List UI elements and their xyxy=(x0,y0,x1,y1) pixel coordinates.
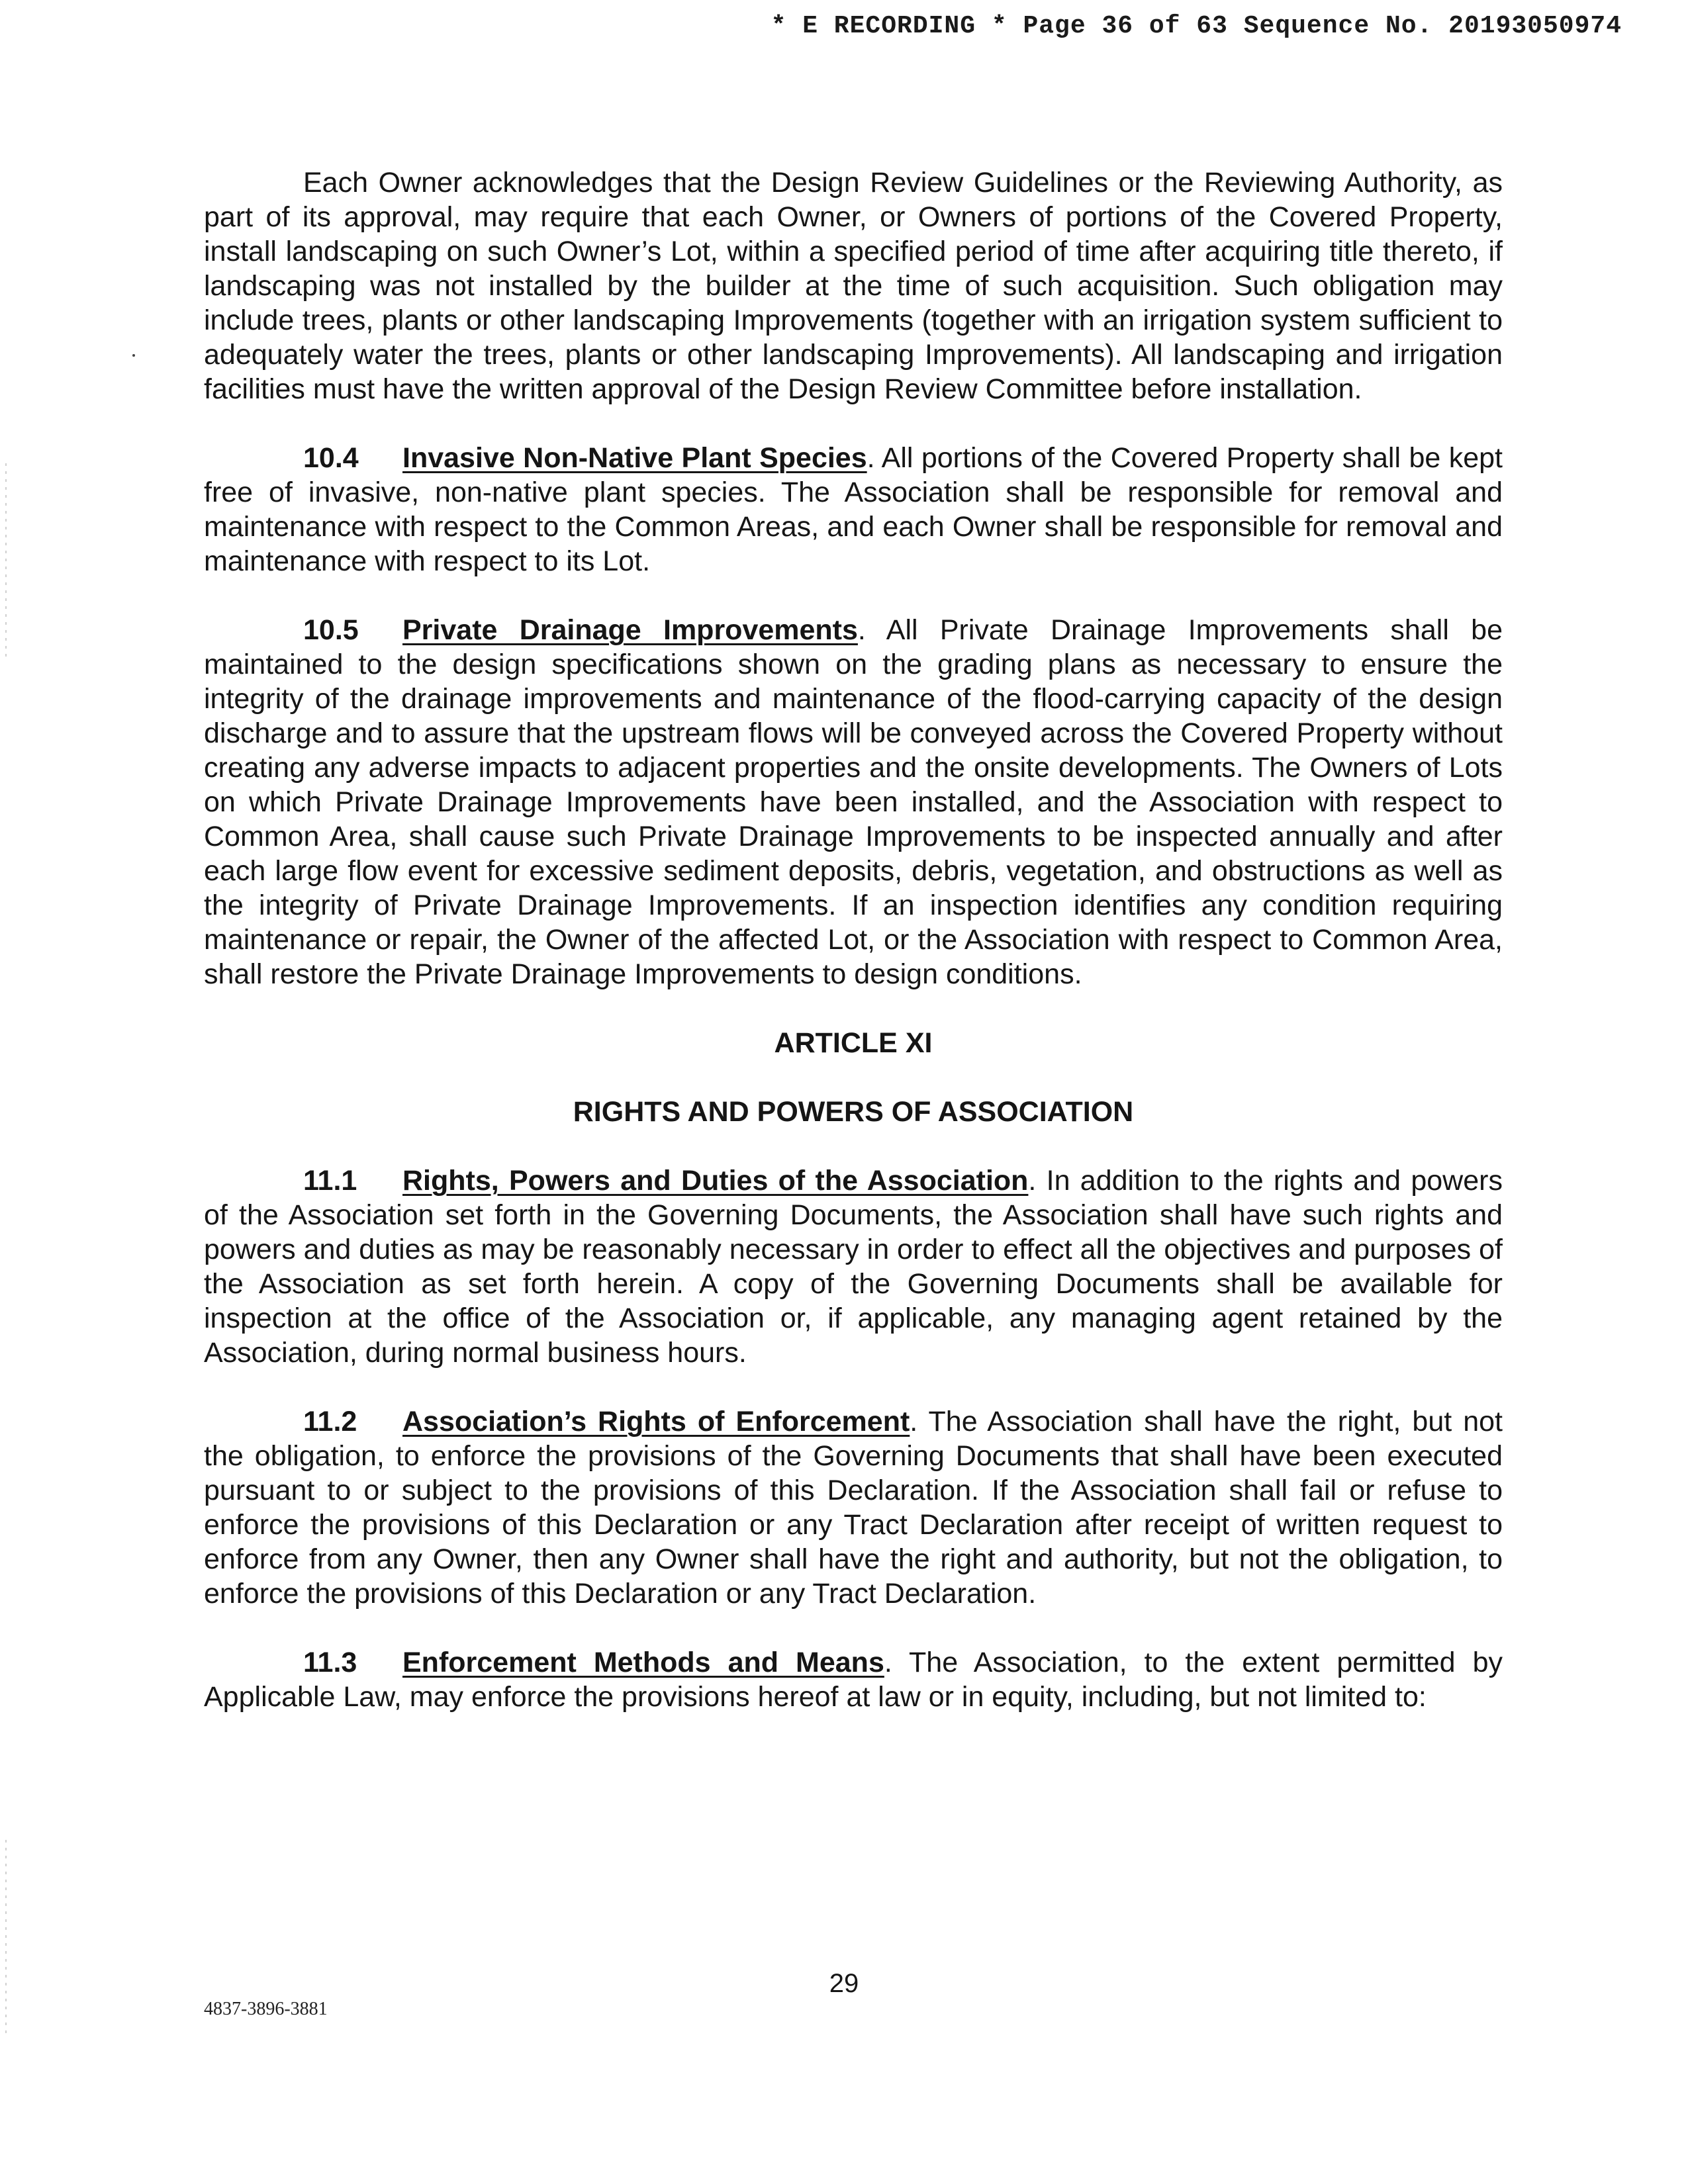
section-11-3: 11.3 Enforcement Methods and Means. The Association, to the extent permitted by Applicable Law, may enforce the provisions hereof at law or in equity, including, but not limited to: xyxy=(204,1647,1503,1713)
landscaping-paragraph: Each Owner acknowledges that the Design Review Guidelines or the Reviewing Authority, as part of its approval, may require that each Owner, or Owners of portions of the Covered Property, install landscaping on such Owner’s Lot, within a specified period of time after acquiring title thereto, if landscaping was not installed by the builder at the time of such acquisition. Such obligation may include trees, plants or other landscaping Improvements (together with an irrigation system sufficient to adequately water the trees, plants or other landscaping Improvements). All landscaping and irrigation facilities must have the written approval of the Design Review Committee before installation. xyxy=(204,167,1503,405)
page-number: 29 xyxy=(829,1969,859,1998)
section-title: Enforcement Methods and Means xyxy=(402,1647,884,1678)
margin-speck xyxy=(132,354,135,357)
section-title: Association’s Rights of Enforcement xyxy=(402,1406,910,1437)
section-11-2: 11.2 Association’s Rights of Enforcement. The Association shall have the right, but not the obligation, to enforce the provisions of the Governing Documents that shall have been executed pursuant to or subject to the provisions of this Declaration. If the Association shall fail or refuse to enforce the provisions of this Declaration or any Tract Declaration after receipt of written request to enforce from any Owner, then any Owner shall have the right and authority, but not the obligation, to enforce the provisions of this Declaration or any Tract Declaration. xyxy=(204,1406,1503,1610)
section-number: 11.3 xyxy=(303,1647,357,1678)
section-title: Invasive Non-Native Plant Species xyxy=(402,442,867,474)
section-10-5: 10.5 Private Drainage Improvements. All Private Drainage Improvements shall be maintained to the design specifications shown on the grading plans as necessary to ensure the integrity of the drainage improvements and maintenance of the flood-carrying capacity of the design discharge and to assure that the upstream flows will be conveyed across the Covered Property without creating any adverse impacts to adjacent properties and the onsite developments. The Owners of Lots on which Private Drainage Improvements have been installed, and the Association with respect to Common Area, shall cause such Private Drainage Improvements to be inspected annually and after each large flow event for excessive sediment deposits, debris, vegetation, and obstructions as well as the integrity of Private Drainage Improvements. If an inspection identifies any condition requiring maintenance or repair, the Owner of the affected Lot, or the Association with respect to Common Area, shall restore the Private Drainage Improvements to design conditions. xyxy=(204,614,1503,990)
section-number: 11.2 xyxy=(303,1406,357,1437)
section-body: In addition to the rights and powers of the Association set forth in the Governing Documents, the Association shall have such rights and powers and duties as may be reasonably necessary in order to effect all the objectives and purposes of the Association as set forth herein. A copy of the Governing Documents shall be available for inspection at the office of the Association or, if applicable, any managing agent retained by the Association, during normal business hours. xyxy=(204,1165,1503,1369)
section-body: All Private Drainage Improvements shall be maintained to the design specifications shown on the grading plans as necessary to ensure the integrity of the drainage improvements and maintenance of the flood-carrying capacity of the design discharge and to assure that the upstream flows will be conveyed across the Covered Property without creating any adverse impacts to adjacent properties and the onsite developments. The Owners of Lots on which Private Drainage Improvements have been installed, and the Association with respect to Common Area, shall cause such Private Drainage Improvements to be inspected annually and after each large flow event for excessive sediment deposits, debris, vegetation, and obstructions as well as the integrity of Private Drainage Improvements. If an inspection identifies any condition requiring maintenance or repair, the Owner of the affected Lot, or the Association with respect to Common Area, shall restore the Private Drainage Improvements to design conditions. xyxy=(204,614,1503,990)
section-10-4: 10.4 Invasive Non-Native Plant Species. All portions of the Covered Property shall be kept free of invasive, non-native plant species. The Association shall be responsible for removal and maintenance with respect to the Common Areas, and each Owner shall be responsible for removal and maintenance with respect to its Lot. xyxy=(204,442,1503,577)
section-title: Private Drainage Improvements xyxy=(402,614,858,646)
recording-header-stamp: * E RECORDING * Page 36 of 63 Sequence No. 20193050974 xyxy=(771,12,1622,40)
section-title: Rights, Powers and Duties of the Association xyxy=(402,1165,1029,1197)
section-number: 10.4 xyxy=(303,442,359,474)
section-number: 10.5 xyxy=(303,614,359,646)
scan-edge-marks-bottom xyxy=(5,1840,7,2038)
article-label: ARTICLE XI xyxy=(774,1027,933,1059)
article-title: RIGHTS AND POWERS OF ASSOCIATION xyxy=(573,1096,1134,1128)
scan-edge-marks-top xyxy=(5,463,7,662)
section-body: All portions of the Covered Property shall be kept free of invasive, non-native plant species. The Association shall be responsible for removal and maintenance with respect to the Common Areas, and each Owner shall be responsible for removal and maintenance with respect to its Lot. xyxy=(204,442,1503,577)
document-body xyxy=(204,165,1503,1749)
section-11-1: 11.1 Rights, Powers and Duties of the Association. In addition to the rights and powers of the Association set forth in the Governing Documents, the Association shall have such rights and powers and duties as may be reasonably necessary in order to effect all the objectives and purposes of the Association as set forth herein. A copy of the Governing Documents shall be available for inspection at the office of the Association or, if applicable, any managing agent retained by the Association, during normal business hours. xyxy=(204,1165,1503,1369)
document-id: 4837-3896-3881 xyxy=(204,1999,328,2019)
section-body: The Association shall have the right, but not the obligation, to enforce the provisions of the Governing Documents that shall have been executed pursuant to or subject to the provisions of this Declaration. If the Association shall fail or refuse to enforce the provisions of this Declaration or any Tract Declaration after receipt of written request to enforce from any Owner, then any Owner shall have the right and authority, but not the obligation, to enforce the provisions of this Declaration or any Tract Declaration. xyxy=(204,1406,1503,1610)
section-body: The Association, to the extent permitted by Applicable Law, may enforce the provisions hereof at law or in equity, including, but not limited to: xyxy=(204,1647,1503,1713)
section-number: 11.1 xyxy=(303,1165,357,1197)
